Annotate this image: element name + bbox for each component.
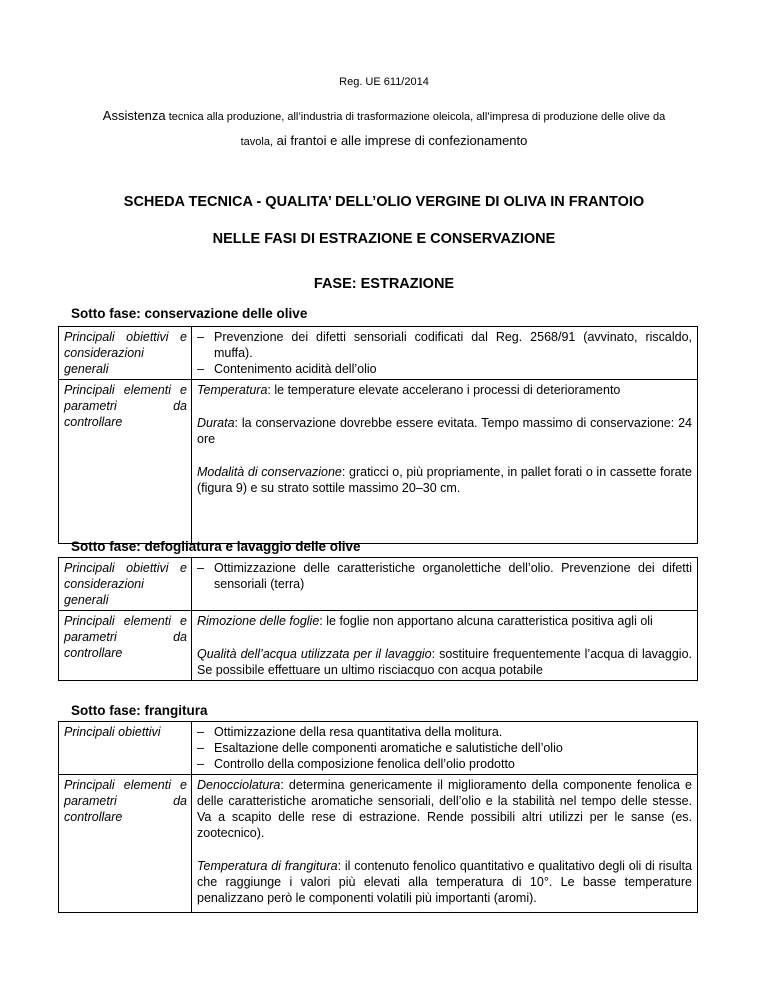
- row-label-parameters: Principali elementi e parametri da controllare: [59, 775, 192, 913]
- table-row-objectives: [59, 722, 698, 775]
- document-subtitle: NELLE FASI DI ESTRAZIONE E CONSERVAZIONE: [212, 231, 556, 247]
- parameter-paragraph: Temperatura di frangitura: il contenuto fenolico quantitativo e qualitativo degli oli di risulta che raggiunge i valori più elevati alla temperatura di 10°. Le basse temperature penalizzano però le componenti volatili più importanti (aromi).: [197, 859, 692, 905]
- phase-title: FASE: ESTRAZIONE: [313, 276, 455, 292]
- section-table-defogliatura: [58, 557, 698, 681]
- bullet-item: – Contenimento acidità dell’olio: [197, 362, 377, 376]
- row-content-objectives: [192, 558, 698, 611]
- assistance-word: Assistenza: [102, 108, 166, 123]
- regulation-reference: Reg. UE 611/2014: [339, 76, 429, 88]
- section-table-frangitura: [58, 721, 698, 913]
- table-row-objectives: [59, 327, 698, 380]
- table-row-parameters: [59, 611, 698, 681]
- parameter-paragraph: Qualità dell’acqua utilizzata per il lavaggio: sostituire frequentemente l’acqua di lavaggio. Se possibile effettuare un ultimo risciacquo con acqua potabile: [197, 647, 692, 677]
- assistance-line2: ai frantoi e alle imprese di confezionamento: [273, 133, 528, 148]
- row-content-objectives: [192, 327, 698, 380]
- row-content-objectives: [192, 722, 698, 775]
- row-label-objectives: Principali obiettivi: [59, 722, 192, 775]
- assistance-line2-small: tavola,: [240, 136, 274, 148]
- parameter-paragraph: Denocciolatura: determina genericamente il miglioramento della componente fenolica e delle caratteristiche aromatiche sensoriali, dell’olio e la stabilità nel tempo delle stesse. Va a scapito delle rese di estrazione. Rende possibili altri utilizzi per le sanse (es. zootecnico).: [197, 778, 692, 840]
- row-content-parameters: [192, 380, 698, 544]
- section-title-defogliatura: Sotto fase: defogliatura e lavaggio delle olive: [71, 539, 361, 554]
- section-table-conservazione: [58, 326, 698, 544]
- table-row-parameters: [59, 380, 698, 544]
- row-content-parameters: [192, 611, 698, 681]
- row-label-objectives: Principali obiettivi e considerazioni generali: [59, 558, 192, 611]
- table-row-parameters: [59, 775, 698, 913]
- bullet-item: – Ottimizzazione delle caratteristiche organolettiche dell’olio. Prevenzione dei difetti sensoriali (terra): [197, 561, 692, 591]
- parameter-paragraph: Rimozione delle foglie: le foglie non apportano alcuna caratteristica positiva agli oli: [197, 614, 653, 628]
- row-content-parameters: [192, 775, 698, 913]
- parameter-paragraph: Durata: la conservazione dovrebbe essere evitata. Tempo massimo di conservazione: 24 ore: [197, 416, 692, 446]
- assistance-line1: tecnica alla produzione, all’industria di trasformazione oleicola, all’impresa di produzione delle olive da: [165, 111, 666, 123]
- bullet-item: – Ottimizzazione della resa quantitativa della molitura.: [197, 725, 503, 739]
- parameter-paragraph: Temperatura: le temperature elevate accelerano i processi di deterioramento: [197, 383, 621, 397]
- table-row-objectives: [59, 558, 698, 611]
- row-label-objectives: Principali obiettivi e considerazioni generali: [59, 327, 192, 380]
- section-title-frangitura: Sotto fase: frangitura: [71, 703, 208, 718]
- bullet-item: – Controllo della composizione fenolica dell’olio prodotto: [197, 757, 515, 771]
- document-title: SCHEDA TECNICA - QUALITA’ DELL’OLIO VERGINE DI OLIVA IN FRANTOIO: [123, 194, 645, 210]
- assistance-description: [70, 104, 698, 154]
- parameter-paragraph: Modalità di conservazione: graticci o, più propriamente, in pallet forati o in cassette forate (figura 9) e su strato sottile massimo 20–30 cm.: [197, 465, 692, 495]
- row-label-parameters: Principali elementi e parametri da controllare: [59, 380, 192, 544]
- row-label-parameters: Principali elementi e parametri da controllare: [59, 611, 192, 681]
- bullet-item: – Prevenzione dei difetti sensoriali codificati dal Reg. 2568/91 (avvinato, riscaldo, muffa).: [197, 330, 692, 360]
- section-title-conservazione: Sotto fase: conservazione delle olive: [71, 306, 308, 321]
- bullet-item: – Esaltazione delle componenti aromatiche e salutistiche dell’olio: [197, 741, 563, 755]
